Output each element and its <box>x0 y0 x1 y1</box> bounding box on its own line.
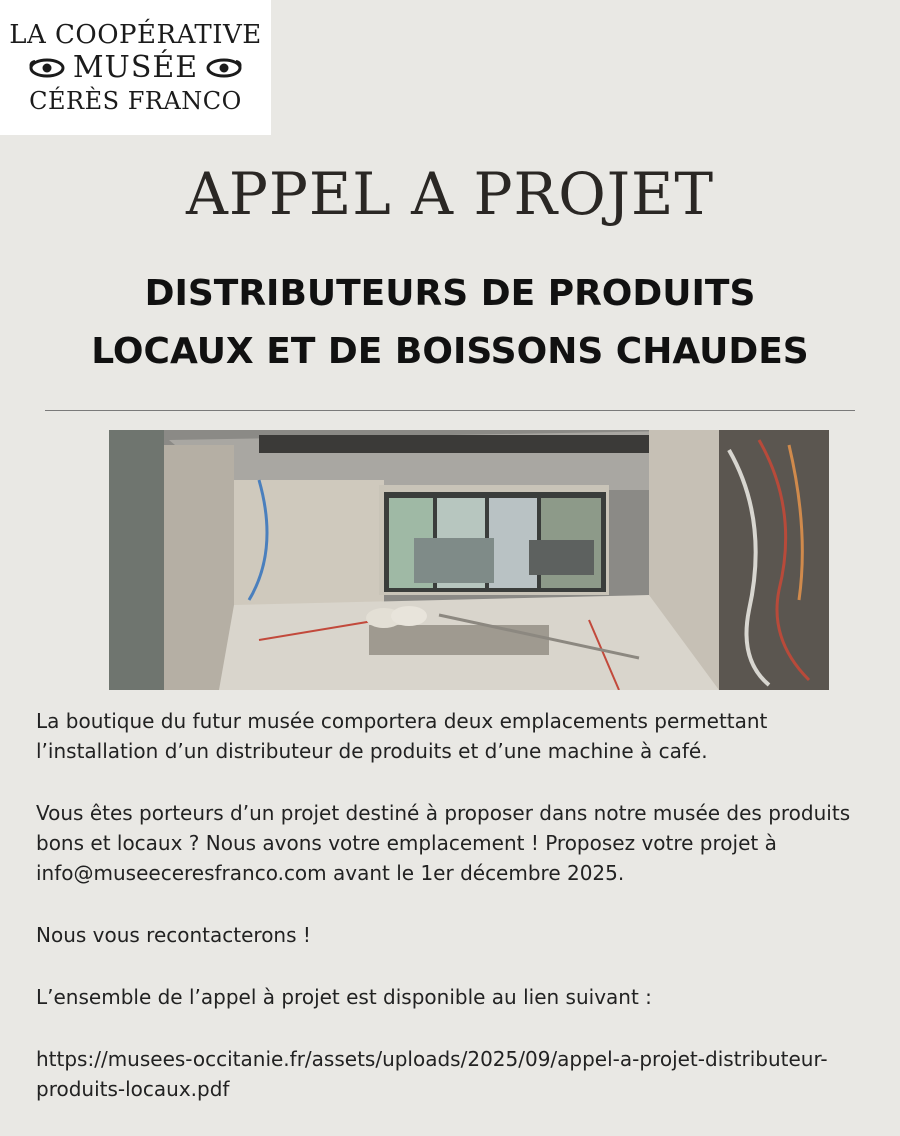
logo-line-musee <box>29 50 242 86</box>
logo-word-musee: MUSÉE <box>72 49 199 85</box>
subtitle-line-1: DISTRIBUTEURS DE PRODUITS <box>144 273 756 314</box>
page-subtitle <box>0 265 900 381</box>
paragraph-proposal: Vous êtes porteurs d’un projet destiné à proposer dans notre musée des produits bons et locaux ? Nous avons votre emplacement ! Proposez votre projet à info@museeceresfranco.com avant le 1er décembre 2025. <box>36 801 851 885</box>
document-link[interactable]: https://musees-occitanie.fr/assets/uploads/2025/09/appel-a-projet-distributeur-produits-locaux.pdf <box>36 1047 828 1101</box>
subtitle-line-2: LOCAUX ET DE BOISSONS CHAUDES <box>91 331 809 372</box>
construction-site-photo <box>109 430 829 690</box>
page-title: APPEL A PROJET <box>185 160 715 228</box>
body-text <box>36 706 866 1136</box>
eye-icon <box>206 58 242 78</box>
paragraph-link-intro: L’ensemble de l’appel à projet est disponible au lien suivant : <box>36 985 652 1009</box>
museum-logo <box>0 0 271 135</box>
paragraph-intro: La boutique du futur musée comportera deux emplacements permettant l’installation d’un distributeur de produits et d’une machine à café. <box>36 709 768 763</box>
divider <box>45 410 855 411</box>
eye-icon <box>29 58 65 78</box>
logo-line-cooperative: LA COOPÉRATIVE <box>9 19 262 50</box>
paragraph-contact: Nous vous recontacterons ! <box>36 923 311 947</box>
logo-line-ceres-franco: CÉRÈS FRANCO <box>29 86 242 115</box>
